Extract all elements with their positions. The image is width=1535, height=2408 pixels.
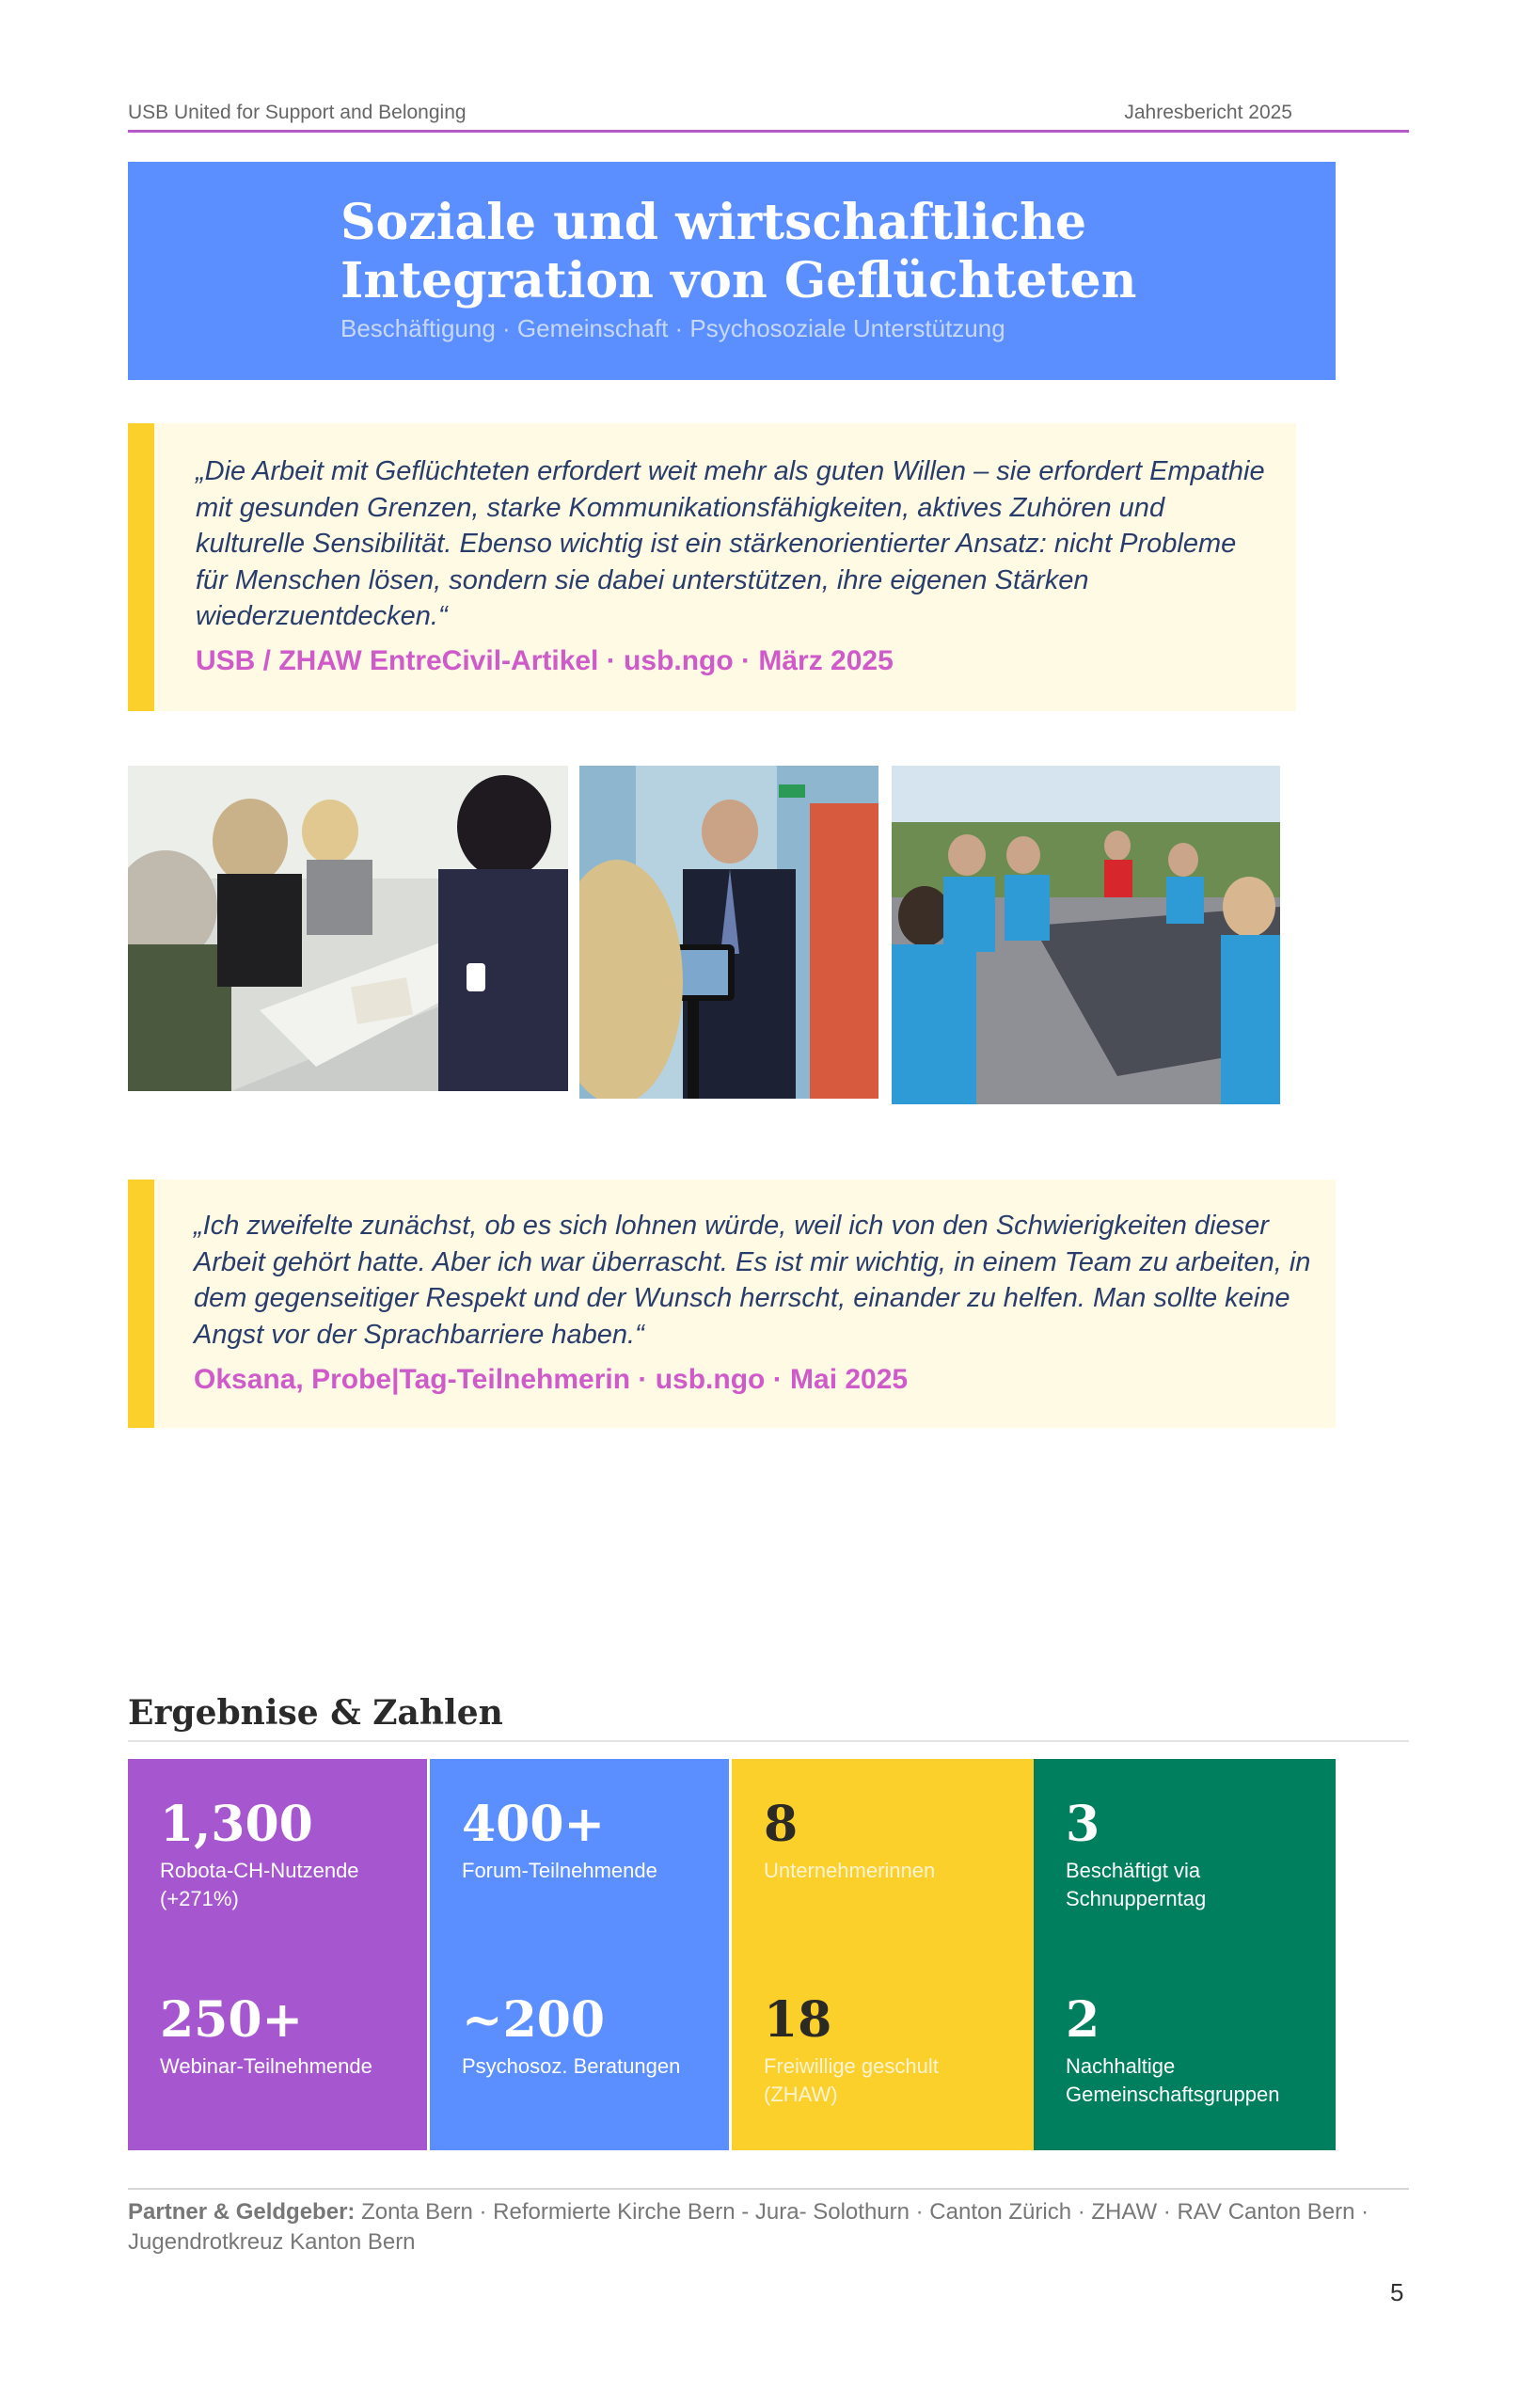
stat-card bbox=[430, 1759, 732, 1955]
photo-team-terrace bbox=[892, 766, 1280, 1104]
quote-accent-bar bbox=[128, 1180, 154, 1428]
page-title: Soziale und wirtschaftliche Integration von Geflüchteten bbox=[340, 194, 1137, 309]
quote-accent-bar bbox=[128, 423, 154, 711]
stat-label: Webinar-Teilnehmende bbox=[160, 2054, 372, 2078]
stat-card bbox=[430, 1955, 732, 2150]
quote-box-expert bbox=[128, 423, 1296, 711]
photo-interview bbox=[579, 766, 878, 1099]
stat-value: 1,300 bbox=[160, 1796, 313, 1853]
page-subtitle: Beschäftigung · Gemeinschaft · Psychosoziale Unterstützung bbox=[340, 314, 1005, 342]
stat-value: 2 bbox=[1066, 1991, 1100, 2049]
partners-label: Partner & Geldgeber: bbox=[128, 2199, 356, 2225]
stat-value: 400+ bbox=[462, 1796, 606, 1853]
stat-value: 18 bbox=[764, 1991, 832, 2049]
stat-card bbox=[128, 1955, 430, 2150]
report-name: Jahresbericht 2025 bbox=[1124, 102, 1292, 123]
quote-box-participant bbox=[128, 1180, 1336, 1428]
stat-label: Unternehmerinnen bbox=[764, 1859, 936, 1882]
stat-label: Freiwillige geschult (ZHAW) bbox=[764, 2054, 939, 2106]
partners-list: Zonta Bern · Reformierte Kirche Bern - Jura- Solothurn · Canton Zürich · ZHAW · RAV Canton Bern · Jugendrotkreuz Kanton Bern bbox=[128, 2199, 1369, 2255]
stat-value: 8 bbox=[764, 1796, 799, 1853]
stat-card bbox=[1034, 1759, 1336, 1955]
results-heading bbox=[128, 1693, 1409, 1742]
stat-label: Beschäftigt via Schnupperntag bbox=[1066, 1859, 1207, 1910]
stat-label: Forum-Teilnehmende bbox=[462, 1859, 657, 1882]
quote-source: USB / ZHAW EntreCivil-Artikel · usb.ngo · März 2025 bbox=[196, 645, 894, 676]
stat-label: Psychosoz. Beratungen bbox=[462, 2054, 681, 2078]
stat-card bbox=[128, 1759, 430, 1955]
quote-source: Oksana, Probe|Tag-Teilnehmerin · usb.ngo · Mai 2025 bbox=[194, 1364, 909, 1395]
page-number: 5 bbox=[1390, 2278, 1404, 2306]
stats-grid bbox=[128, 1759, 1336, 2150]
quote-text: „Ich zweifelte zunächst, ob es sich lohnen würde, weil ich von den Schwierigkeiten dieser Arbeit gehört hatte. Aber ich war überrascht. Es ist mir wichtig, in einem Team zu arbeiten, in dem gegenseitiger Respekt und der Wunsch herrscht, einander zu helfen. Man sollte keine Angst vor der Sprachbarriere haben.“ bbox=[194, 1211, 1311, 1350]
stat-card bbox=[732, 1759, 1034, 1955]
stat-label: Nachhaltige Gemeinschaftsgruppen bbox=[1066, 2054, 1280, 2106]
results-title: Ergebnise & Zahlen bbox=[128, 1693, 503, 1733]
stat-card bbox=[732, 1955, 1034, 2150]
stat-label: Robota-CH-Nutzende (+271%) bbox=[160, 1859, 359, 1910]
stat-value: ~200 bbox=[462, 1991, 606, 2049]
organization-name: USB United for Support and Belonging bbox=[128, 102, 467, 123]
stat-value: 3 bbox=[1066, 1796, 1100, 1853]
running-header bbox=[128, 98, 1409, 133]
title-banner bbox=[128, 162, 1336, 380]
photo-workshop bbox=[128, 766, 568, 1091]
stat-card bbox=[1034, 1955, 1336, 2150]
quote-text: „Die Arbeit mit Geflüchteten erfordert weit mehr als guten Willen – sie erfordert Empathie mit gesunden Grenzen, starke Kommunikationsfähigkeiten, aktives Zuhören und kulturelle Sensibilität. Ebenso wichtig ist ein stärkenorientierter Ansatz: nicht Probleme für Menschen lösen, sondern sie dabei unterstützen, ihre eigenen Stärken wiederzuentdecken.“ bbox=[196, 456, 1265, 631]
partners-footer bbox=[128, 2188, 1409, 2258]
stat-value: 250+ bbox=[160, 1991, 304, 2049]
